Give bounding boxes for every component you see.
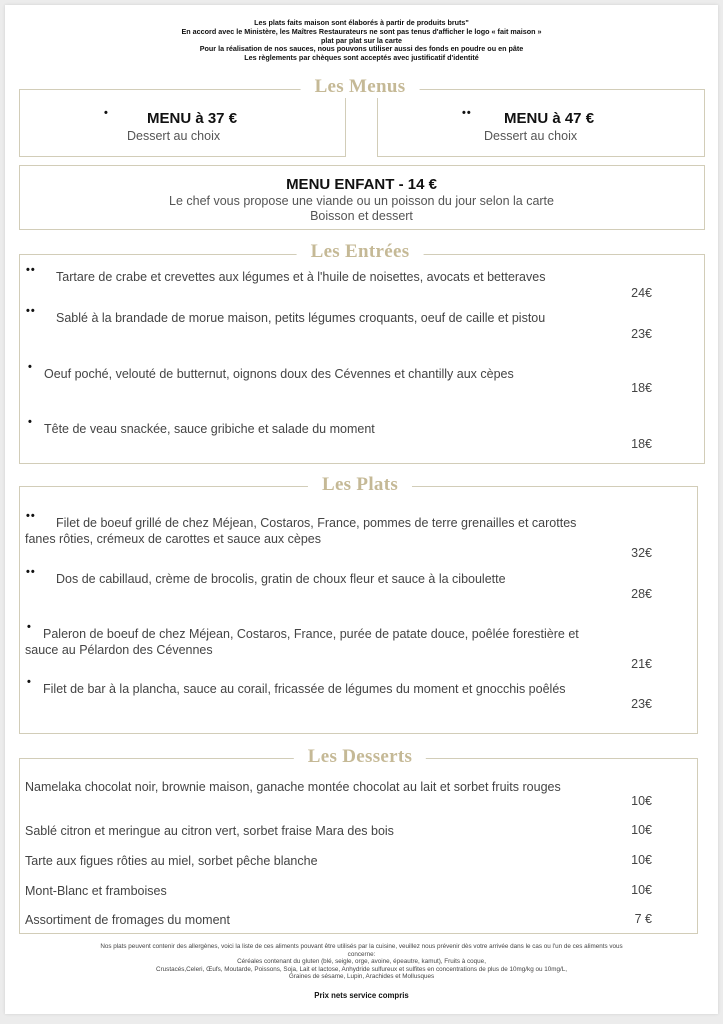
bullet-icon: •• bbox=[26, 566, 36, 578]
bullet-icon: •• bbox=[26, 510, 36, 522]
allergens-line: Crustacés,Celeri, Œufs, Moutarde, Poissons, Soja, Lait et lactose, Anhydride sulfureux et sulfites en concentrations de plus de 10mg/kg ou 10mg/L, bbox=[156, 965, 567, 973]
dish-name: Sablé citron et meringue au citron vert, sorbet fraise Mara des bois bbox=[25, 824, 394, 838]
dish-name: Namelaka chocolat noir, brownie maison, ganache montée chocolat au lait et sorbet fruits rouges bbox=[25, 780, 561, 794]
bullet-icon: •• bbox=[26, 264, 36, 276]
section-title-plats: Les Plats bbox=[308, 474, 412, 496]
dish-name: Filet de boeuf grillé de chez Méjean, Costaros, France, pommes de terre grenailles et carottes bbox=[56, 516, 577, 530]
allergens-notice bbox=[0, 943, 723, 981]
dish-price: 10€ bbox=[631, 794, 652, 808]
dish-price: 28€ bbox=[631, 587, 652, 601]
dish-price: 10€ bbox=[631, 823, 652, 837]
dish-price: 7 € bbox=[634, 912, 652, 926]
dish-price: 24€ bbox=[631, 286, 652, 300]
menu-37-subtitle: Dessert au choix bbox=[127, 129, 221, 143]
dish-name: Mont-Blanc et framboises bbox=[25, 884, 167, 898]
bullet-icon: • bbox=[28, 416, 33, 428]
dish-name: Tarte aux figues rôties au miel, sorbet pêche blanche bbox=[25, 854, 318, 868]
dish-name: Paleron de boeuf de chez Méjean, Costaros, France, purée de patate douce, poêlée forestière et bbox=[43, 627, 579, 641]
menu-47-subtitle: Dessert au choix bbox=[484, 129, 578, 143]
dish-price: 32€ bbox=[631, 546, 652, 560]
header-notes bbox=[0, 19, 723, 63]
bullet-icon: • bbox=[28, 361, 33, 373]
dish-price: 23€ bbox=[631, 697, 652, 711]
allergens-line: concerne: bbox=[347, 950, 376, 958]
dish-name: Assortiment de fromages du moment bbox=[25, 913, 230, 927]
header-note: En accord avec le Ministère, les Maîtres Restaurateurs ne sont pas tenus d'afficher le logo « fait maison » bbox=[181, 26, 542, 36]
dish-name: Tête de veau snackée, sauce gribiche et salade du moment bbox=[44, 422, 375, 436]
header-note: Pour la réalisation de nos sauces, nous pouvons utiliser aussi des fonds en poudre ou en pâte bbox=[199, 44, 524, 54]
bullet-icon: • bbox=[104, 107, 109, 119]
dish-price: 23€ bbox=[631, 327, 652, 341]
dish-name-continued: fanes rôties, crémeux de carottes et sauce aux cèpes bbox=[25, 532, 321, 546]
bullet-icon: •• bbox=[462, 107, 472, 119]
allergens-line: Nos plats peuvent contenir des allergènes, voici la liste de ces aliments pouvant être utilisés par la cuisine, veuillez nous prévenir dès votre arrivée dans le cas ou l'un de ces aliments vous bbox=[100, 943, 623, 950]
bullet-icon: • bbox=[27, 676, 32, 688]
dish-price: 10€ bbox=[631, 883, 652, 897]
kids-menu-description: Le chef vous propose une viande ou un poisson du jour selon la carte bbox=[169, 194, 554, 208]
dish-price: 21€ bbox=[631, 657, 652, 671]
kids-menu-extras: Boisson et dessert bbox=[310, 209, 413, 223]
dish-name: Sablé à la brandade de morue maison, petits légumes croquants, oeuf de caille et pistou bbox=[56, 311, 546, 325]
section-title-menus: Les Menus bbox=[301, 76, 420, 98]
dish-name: Oeuf poché, velouté de butternut, oignons doux des Cévennes et chantilly aux cèpes bbox=[44, 367, 514, 381]
dish-price: 10€ bbox=[631, 853, 652, 867]
dish-name: Filet de bar à la plancha, sauce au corail, fricassée de légumes du moment et gnocchis poêlés bbox=[43, 682, 566, 696]
dish-name: Tartare de crabe et crevettes aux légumes et à l'huile de noisettes, avocats et betteraves bbox=[56, 270, 546, 284]
allergens-line: Céréales contenant du gluten (blé, seigle, orge, avoine, épeautre, kamut), Fruits à coque, bbox=[237, 958, 486, 966]
kids-menu-title: MENU ENFANT - 14 € bbox=[286, 176, 437, 193]
menu-37-title: MENU à 37 € bbox=[147, 110, 238, 127]
dish-name: Dos de cabillaud, crème de brocolis, gratin de choux fleur et sauce à la ciboulette bbox=[56, 572, 506, 586]
section-title-desserts: Les Desserts bbox=[294, 746, 426, 768]
header-note: Les règlements par chèques sont acceptés avec justificatif d'identité bbox=[244, 53, 479, 63]
header-note: Les plats faits maison sont élaborés à partir de produits bruts" bbox=[254, 18, 469, 27]
section-title-entrees: Les Entrées bbox=[297, 241, 424, 263]
header-note: plat par plat sur la carte bbox=[320, 35, 403, 45]
bullet-icon: •• bbox=[26, 305, 36, 317]
dish-price: 18€ bbox=[631, 381, 652, 395]
dish-name-continued: sauce au Pélardon des Cévennes bbox=[25, 643, 213, 657]
menu-47-title: MENU à 47 € bbox=[504, 110, 595, 127]
dish-price: 18€ bbox=[631, 437, 652, 451]
allergens-line: Graines de sésame, Lupin, Arachides et Mollusques bbox=[288, 973, 435, 981]
bullet-icon: • bbox=[27, 621, 32, 633]
footer-prices-note: Prix nets service compris bbox=[314, 991, 409, 1000]
